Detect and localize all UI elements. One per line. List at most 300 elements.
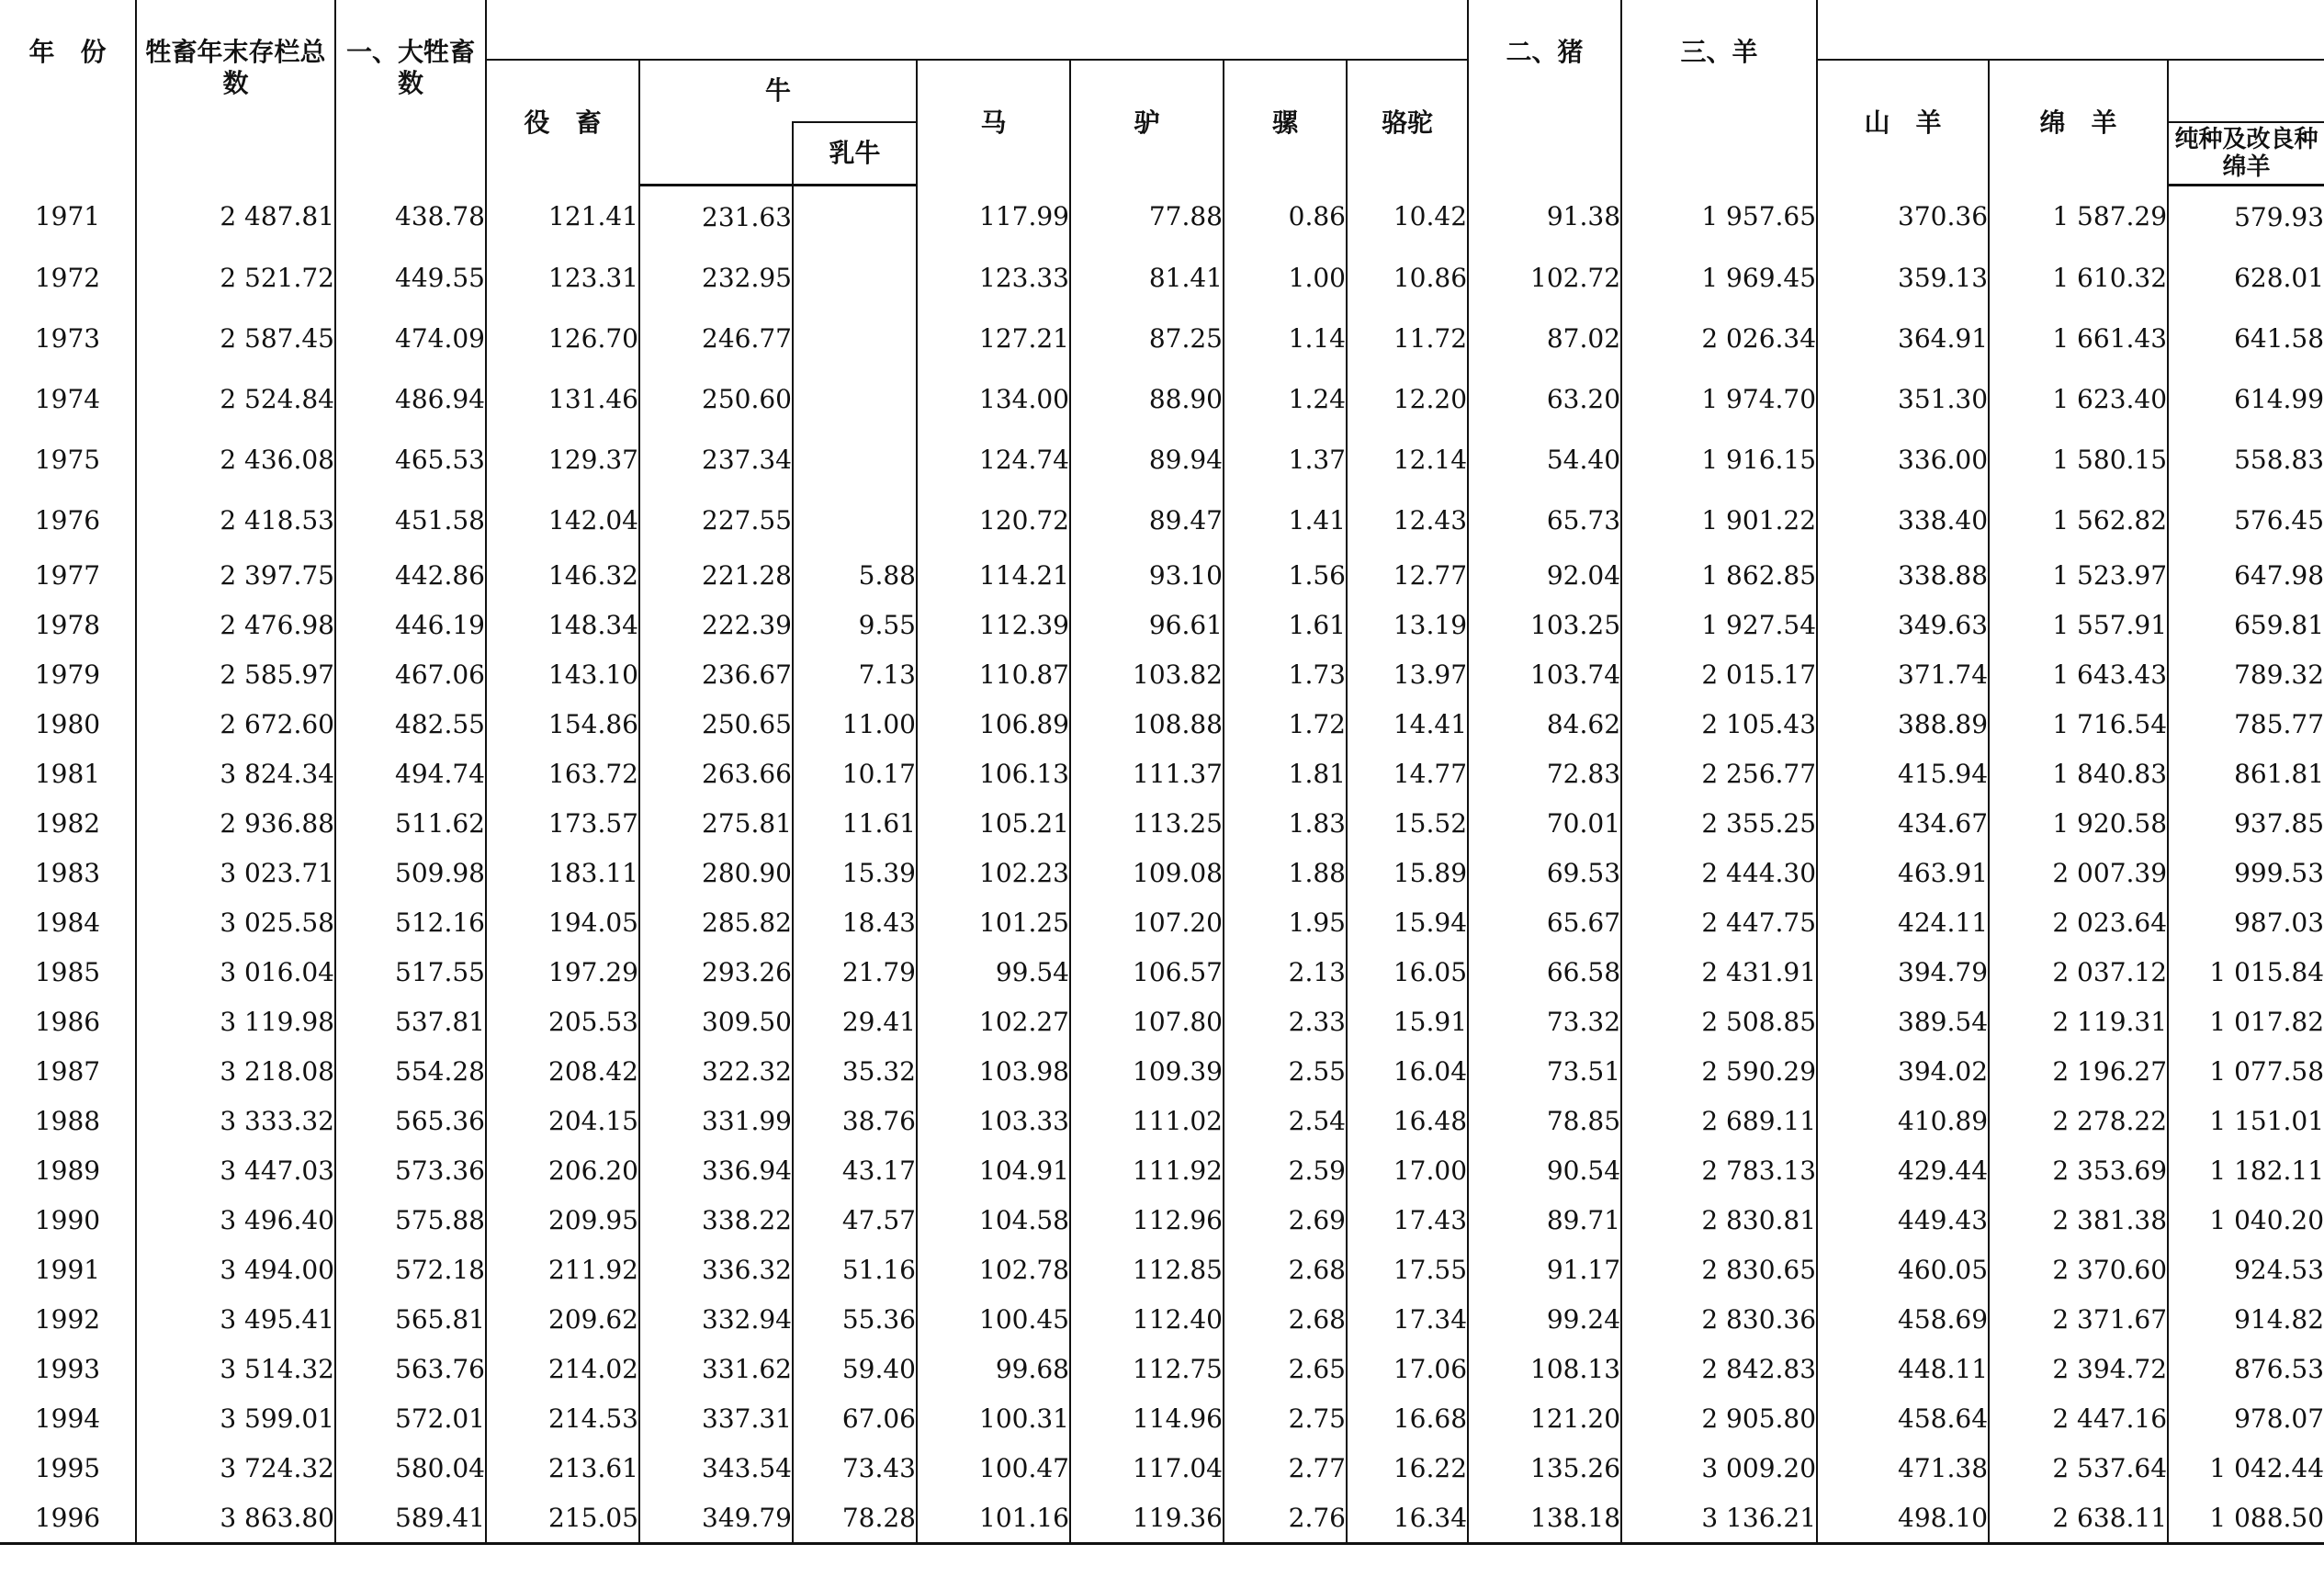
cell-sheep: 2 444.30 xyxy=(1621,848,1817,897)
cell-camel: 11.72 xyxy=(1347,308,1468,368)
table-row xyxy=(0,947,2324,997)
table-row xyxy=(0,186,2324,248)
cell-total: 3 119.98 xyxy=(136,997,335,1046)
cell-wool-sheep: 2 381.38 xyxy=(1989,1195,2168,1245)
cell-donkey: 93.10 xyxy=(1070,550,1224,600)
cell-dairy xyxy=(793,368,917,429)
cell-wool-sheep: 1 623.40 xyxy=(1989,368,2168,429)
cell-draft: 148.34 xyxy=(486,600,639,649)
cell-wool-sheep: 2 371.67 xyxy=(1989,1294,2168,1344)
cell-pig: 63.20 xyxy=(1468,368,1621,429)
cell-wool-sheep: 2 370.60 xyxy=(1989,1245,2168,1294)
cell-horse: 106.13 xyxy=(917,749,1070,798)
cell-cattle: 236.67 xyxy=(639,649,793,699)
cell-pig: 70.01 xyxy=(1468,798,1621,848)
cell-camel: 17.06 xyxy=(1347,1344,1468,1393)
cell-draft: 214.53 xyxy=(486,1393,639,1443)
cell-dairy: 73.43 xyxy=(793,1443,917,1493)
cell-year: 1986 xyxy=(0,997,136,1046)
cell-improved: 937.85 xyxy=(2168,798,2324,848)
cell-horse: 100.31 xyxy=(917,1393,1070,1443)
cell-cattle: 343.54 xyxy=(639,1443,793,1493)
cell-large-livestock: 563.76 xyxy=(335,1344,486,1393)
cell-donkey: 114.96 xyxy=(1070,1393,1224,1443)
cell-year: 1996 xyxy=(0,1493,136,1544)
cell-draft: 215.05 xyxy=(486,1493,639,1544)
cell-cattle: 336.32 xyxy=(639,1245,793,1294)
cell-pig: 103.25 xyxy=(1468,600,1621,649)
cell-pig: 65.67 xyxy=(1468,897,1621,947)
cell-camel: 16.05 xyxy=(1347,947,1468,997)
cell-total: 3 333.32 xyxy=(136,1096,335,1145)
cell-sheep: 1 969.45 xyxy=(1621,247,1817,308)
header-camel: 骆驼 xyxy=(1347,60,1468,186)
cell-goat: 458.64 xyxy=(1817,1393,1989,1443)
cell-sheep: 2 689.11 xyxy=(1621,1096,1817,1145)
cell-sheep: 1 927.54 xyxy=(1621,600,1817,649)
cell-mule: 2.77 xyxy=(1224,1443,1347,1493)
table-row xyxy=(0,1443,2324,1493)
cell-year: 1972 xyxy=(0,247,136,308)
cell-mule: 1.00 xyxy=(1224,247,1347,308)
table-row xyxy=(0,649,2324,699)
cell-year: 1981 xyxy=(0,749,136,798)
table-row xyxy=(0,699,2324,749)
cell-cattle: 227.55 xyxy=(639,490,793,550)
cell-mule: 2.68 xyxy=(1224,1245,1347,1294)
cell-improved: 978.07 xyxy=(2168,1393,2324,1443)
cell-year: 1992 xyxy=(0,1294,136,1344)
cell-horse: 134.00 xyxy=(917,368,1070,429)
cell-donkey: 108.88 xyxy=(1070,699,1224,749)
cell-year: 1985 xyxy=(0,947,136,997)
cell-year: 1984 xyxy=(0,897,136,947)
cell-donkey: 113.25 xyxy=(1070,798,1224,848)
table-row xyxy=(0,848,2324,897)
cell-large-livestock: 465.53 xyxy=(335,429,486,490)
cell-pig: 66.58 xyxy=(1468,947,1621,997)
cell-cattle: 232.95 xyxy=(639,247,793,308)
cell-draft: 197.29 xyxy=(486,947,639,997)
table-body xyxy=(0,186,2324,1544)
cell-mule: 1.37 xyxy=(1224,429,1347,490)
cell-large-livestock: 554.28 xyxy=(335,1046,486,1096)
cell-mule: 1.14 xyxy=(1224,308,1347,368)
cell-camel: 12.43 xyxy=(1347,490,1468,550)
table-row xyxy=(0,1344,2324,1393)
cell-draft: 213.61 xyxy=(486,1443,639,1493)
cell-pig: 91.38 xyxy=(1468,186,1621,248)
cell-improved: 1 015.84 xyxy=(2168,947,2324,997)
cell-pig: 89.71 xyxy=(1468,1195,1621,1245)
cell-total: 2 524.84 xyxy=(136,368,335,429)
cell-year: 1975 xyxy=(0,429,136,490)
cell-cattle: 246.77 xyxy=(639,308,793,368)
cell-pig: 99.24 xyxy=(1468,1294,1621,1344)
cell-improved: 647.98 xyxy=(2168,550,2324,600)
cell-large-livestock: 467.06 xyxy=(335,649,486,699)
cell-camel: 15.89 xyxy=(1347,848,1468,897)
cell-year: 1993 xyxy=(0,1344,136,1393)
cell-wool-sheep: 1 661.43 xyxy=(1989,308,2168,368)
cell-dairy: 78.28 xyxy=(793,1493,917,1544)
cell-goat: 338.40 xyxy=(1817,490,1989,550)
cell-large-livestock: 580.04 xyxy=(335,1443,486,1493)
cell-improved: 558.83 xyxy=(2168,429,2324,490)
header-large-blank xyxy=(486,0,1468,60)
cell-draft: 123.31 xyxy=(486,247,639,308)
cell-horse: 102.78 xyxy=(917,1245,1070,1294)
cell-sheep: 2 830.81 xyxy=(1621,1195,1817,1245)
cell-sheep: 2 105.43 xyxy=(1621,699,1817,749)
cell-improved: 576.45 xyxy=(2168,490,2324,550)
cell-total: 2 521.72 xyxy=(136,247,335,308)
cell-draft: 142.04 xyxy=(486,490,639,550)
cell-large-livestock: 511.62 xyxy=(335,798,486,848)
cell-draft: 209.62 xyxy=(486,1294,639,1344)
header-dairy: 乳牛 xyxy=(793,122,917,186)
cell-year: 1974 xyxy=(0,368,136,429)
cell-wool-sheep: 2 196.27 xyxy=(1989,1046,2168,1096)
cell-total: 2 585.97 xyxy=(136,649,335,699)
cell-mule: 2.55 xyxy=(1224,1046,1347,1096)
cell-goat: 388.89 xyxy=(1817,699,1989,749)
cell-sheep: 3 009.20 xyxy=(1621,1443,1817,1493)
cell-total: 3 218.08 xyxy=(136,1046,335,1096)
cell-camel: 13.19 xyxy=(1347,600,1468,649)
cell-total: 2 418.53 xyxy=(136,490,335,550)
cell-donkey: 107.80 xyxy=(1070,997,1224,1046)
cell-total: 3 496.40 xyxy=(136,1195,335,1245)
cell-large-livestock: 482.55 xyxy=(335,699,486,749)
cell-sheep: 2 830.65 xyxy=(1621,1245,1817,1294)
cell-goat: 389.54 xyxy=(1817,997,1989,1046)
table-row xyxy=(0,798,2324,848)
cell-year: 1973 xyxy=(0,308,136,368)
cell-camel: 12.14 xyxy=(1347,429,1468,490)
header-horse: 马 xyxy=(917,60,1070,186)
cell-pig: 103.74 xyxy=(1468,649,1621,699)
cell-donkey: 112.96 xyxy=(1070,1195,1224,1245)
cell-pig: 121.20 xyxy=(1468,1393,1621,1443)
table-row xyxy=(0,1145,2324,1195)
cell-horse: 106.89 xyxy=(917,699,1070,749)
cell-donkey: 89.94 xyxy=(1070,429,1224,490)
cell-wool-sheep: 2 638.11 xyxy=(1989,1493,2168,1544)
cell-mule: 2.76 xyxy=(1224,1493,1347,1544)
cell-camel: 15.94 xyxy=(1347,897,1468,947)
cell-pig: 84.62 xyxy=(1468,699,1621,749)
cell-mule: 2.13 xyxy=(1224,947,1347,997)
cell-total: 2 476.98 xyxy=(136,600,335,649)
cell-total: 3 863.80 xyxy=(136,1493,335,1544)
cell-camel: 10.42 xyxy=(1347,186,1468,248)
cell-cattle: 263.66 xyxy=(639,749,793,798)
cell-donkey: 111.37 xyxy=(1070,749,1224,798)
cell-large-livestock: 442.86 xyxy=(335,550,486,600)
cell-total: 3 494.00 xyxy=(136,1245,335,1294)
cell-total: 2 936.88 xyxy=(136,798,335,848)
cell-draft: 209.95 xyxy=(486,1195,639,1245)
cell-pig: 54.40 xyxy=(1468,429,1621,490)
cell-horse: 117.99 xyxy=(917,186,1070,248)
cell-sheep: 2 431.91 xyxy=(1621,947,1817,997)
cell-goat: 394.02 xyxy=(1817,1046,1989,1096)
cell-dairy: 10.17 xyxy=(793,749,917,798)
cell-total: 2 436.08 xyxy=(136,429,335,490)
header-year: 年 份 xyxy=(0,0,136,186)
table-row xyxy=(0,247,2324,308)
cell-dairy: 9.55 xyxy=(793,600,917,649)
cell-improved: 1 088.50 xyxy=(2168,1493,2324,1544)
cell-large-livestock: 575.88 xyxy=(335,1195,486,1245)
cell-total: 3 599.01 xyxy=(136,1393,335,1443)
cell-donkey: 88.90 xyxy=(1070,368,1224,429)
header-cattle: 牛 xyxy=(639,60,917,122)
cell-camel: 15.52 xyxy=(1347,798,1468,848)
cell-draft: 205.53 xyxy=(486,997,639,1046)
cell-cattle: 231.63 xyxy=(639,186,793,248)
cell-donkey: 87.25 xyxy=(1070,308,1224,368)
cell-donkey: 81.41 xyxy=(1070,247,1224,308)
cell-dairy xyxy=(793,490,917,550)
cell-donkey: 112.85 xyxy=(1070,1245,1224,1294)
cell-cattle: 309.50 xyxy=(639,997,793,1046)
cell-large-livestock: 572.01 xyxy=(335,1393,486,1443)
cell-camel: 16.34 xyxy=(1347,1493,1468,1544)
cell-camel: 12.20 xyxy=(1347,368,1468,429)
cell-large-livestock: 449.55 xyxy=(335,247,486,308)
cell-year: 1987 xyxy=(0,1046,136,1096)
cell-sheep: 1 974.70 xyxy=(1621,368,1817,429)
cell-goat: 415.94 xyxy=(1817,749,1989,798)
cell-mule: 2.69 xyxy=(1224,1195,1347,1245)
cell-camel: 14.77 xyxy=(1347,749,1468,798)
cell-goat: 371.74 xyxy=(1817,649,1989,699)
cell-goat: 449.43 xyxy=(1817,1195,1989,1245)
cell-pig: 135.26 xyxy=(1468,1443,1621,1493)
cell-pig: 108.13 xyxy=(1468,1344,1621,1393)
cell-wool-sheep: 1 557.91 xyxy=(1989,600,2168,649)
table-row xyxy=(0,1393,2324,1443)
table-row xyxy=(0,897,2324,947)
cell-improved: 659.81 xyxy=(2168,600,2324,649)
table-row xyxy=(0,1046,2324,1096)
cell-improved: 999.53 xyxy=(2168,848,2324,897)
cell-draft: 206.20 xyxy=(486,1145,639,1195)
cell-improved: 924.53 xyxy=(2168,1245,2324,1294)
table-row xyxy=(0,550,2324,600)
cell-improved: 614.99 xyxy=(2168,368,2324,429)
cell-improved: 641.58 xyxy=(2168,308,2324,368)
cell-dairy: 5.88 xyxy=(793,550,917,600)
cell-horse: 120.72 xyxy=(917,490,1070,550)
cell-mule: 1.83 xyxy=(1224,798,1347,848)
cell-horse: 104.91 xyxy=(917,1145,1070,1195)
cell-large-livestock: 537.81 xyxy=(335,997,486,1046)
cell-mule: 1.61 xyxy=(1224,600,1347,649)
cell-wool-sheep: 2 037.12 xyxy=(1989,947,2168,997)
cell-year: 1991 xyxy=(0,1245,136,1294)
cell-dairy: 47.57 xyxy=(793,1195,917,1245)
cell-improved: 876.53 xyxy=(2168,1344,2324,1393)
cell-camel: 17.34 xyxy=(1347,1294,1468,1344)
cell-wool-sheep: 2 278.22 xyxy=(1989,1096,2168,1145)
cell-sheep: 1 957.65 xyxy=(1621,186,1817,248)
cell-sheep: 2 355.25 xyxy=(1621,798,1817,848)
cell-horse: 102.23 xyxy=(917,848,1070,897)
header-total: 牲畜年末存栏总数 xyxy=(136,0,335,186)
cell-sheep: 1 916.15 xyxy=(1621,429,1817,490)
cell-mule: 2.65 xyxy=(1224,1344,1347,1393)
table-row xyxy=(0,600,2324,649)
cell-draft: 126.70 xyxy=(486,308,639,368)
cell-year: 1990 xyxy=(0,1195,136,1245)
cell-improved: 1 151.01 xyxy=(2168,1096,2324,1145)
cell-mule: 2.54 xyxy=(1224,1096,1347,1145)
cell-dairy: 59.40 xyxy=(793,1344,917,1393)
cell-total: 3 724.32 xyxy=(136,1443,335,1493)
cell-goat: 458.69 xyxy=(1817,1294,1989,1344)
cell-wool-sheep: 2 353.69 xyxy=(1989,1145,2168,1195)
cell-large-livestock: 494.74 xyxy=(335,749,486,798)
header-sheep: 三、羊 xyxy=(1621,0,1817,186)
header-pig: 二、猪 xyxy=(1468,0,1621,186)
cell-mule: 1.41 xyxy=(1224,490,1347,550)
cell-wool-sheep: 2 447.16 xyxy=(1989,1393,2168,1443)
cell-improved: 789.32 xyxy=(2168,649,2324,699)
table-row xyxy=(0,1294,2324,1344)
header-cattle-blank xyxy=(639,122,793,186)
cell-goat: 410.89 xyxy=(1817,1096,1989,1145)
cell-pig: 92.04 xyxy=(1468,550,1621,600)
cell-wool-sheep: 1 587.29 xyxy=(1989,186,2168,248)
cell-total: 3 023.71 xyxy=(136,848,335,897)
cell-donkey: 107.20 xyxy=(1070,897,1224,947)
cell-camel: 17.00 xyxy=(1347,1145,1468,1195)
cell-year: 1989 xyxy=(0,1145,136,1195)
cell-horse: 123.33 xyxy=(917,247,1070,308)
cell-total: 3 447.03 xyxy=(136,1145,335,1195)
cell-large-livestock: 589.41 xyxy=(335,1493,486,1544)
cell-year: 1977 xyxy=(0,550,136,600)
cell-goat: 460.05 xyxy=(1817,1245,1989,1294)
cell-donkey: 117.04 xyxy=(1070,1443,1224,1493)
cell-horse: 100.45 xyxy=(917,1294,1070,1344)
cell-improved: 861.81 xyxy=(2168,749,2324,798)
cell-sheep: 2 590.29 xyxy=(1621,1046,1817,1096)
cell-sheep: 2 015.17 xyxy=(1621,649,1817,699)
cell-mule: 2.33 xyxy=(1224,997,1347,1046)
cell-year: 1994 xyxy=(0,1393,136,1443)
cell-wool-sheep: 2 394.72 xyxy=(1989,1344,2168,1393)
cell-year: 1980 xyxy=(0,699,136,749)
cell-horse: 99.54 xyxy=(917,947,1070,997)
cell-large-livestock: 438.78 xyxy=(335,186,486,248)
cell-dairy xyxy=(793,186,917,248)
cell-sheep: 2 447.75 xyxy=(1621,897,1817,947)
cell-donkey: 89.47 xyxy=(1070,490,1224,550)
cell-mule: 1.24 xyxy=(1224,368,1347,429)
cell-donkey: 96.61 xyxy=(1070,600,1224,649)
cell-goat: 338.88 xyxy=(1817,550,1989,600)
cell-pig: 90.54 xyxy=(1468,1145,1621,1195)
cell-dairy: 38.76 xyxy=(793,1096,917,1145)
cell-draft: 214.02 xyxy=(486,1344,639,1393)
cell-improved: 1 017.82 xyxy=(2168,997,2324,1046)
cell-total: 3 025.58 xyxy=(136,897,335,947)
cell-large-livestock: 565.36 xyxy=(335,1096,486,1145)
cell-wool-sheep: 2 537.64 xyxy=(1989,1443,2168,1493)
cell-cattle: 331.62 xyxy=(639,1344,793,1393)
cell-donkey: 112.75 xyxy=(1070,1344,1224,1393)
cell-donkey: 112.40 xyxy=(1070,1294,1224,1344)
cell-cattle: 337.31 xyxy=(639,1393,793,1443)
cell-large-livestock: 565.81 xyxy=(335,1294,486,1344)
cell-sheep: 1 901.22 xyxy=(1621,490,1817,550)
cell-cattle: 237.34 xyxy=(639,429,793,490)
cell-year: 1983 xyxy=(0,848,136,897)
cell-camel: 17.55 xyxy=(1347,1245,1468,1294)
cell-improved: 579.93 xyxy=(2168,186,2324,248)
cell-sheep: 2 256.77 xyxy=(1621,749,1817,798)
cell-mule: 2.68 xyxy=(1224,1294,1347,1344)
header-draft: 役 畜 xyxy=(486,60,639,186)
cell-large-livestock: 474.09 xyxy=(335,308,486,368)
cell-wool-sheep: 2 007.39 xyxy=(1989,848,2168,897)
table-row xyxy=(0,429,2324,490)
cell-cattle: 293.26 xyxy=(639,947,793,997)
cell-year: 1978 xyxy=(0,600,136,649)
cell-draft: 129.37 xyxy=(486,429,639,490)
cell-dairy: 55.36 xyxy=(793,1294,917,1344)
header-improved: 纯种及改良种绵羊 xyxy=(2168,122,2324,186)
cell-camel: 14.41 xyxy=(1347,699,1468,749)
cell-goat: 351.30 xyxy=(1817,368,1989,429)
cell-horse: 124.74 xyxy=(917,429,1070,490)
cell-pig: 78.85 xyxy=(1468,1096,1621,1145)
cell-horse: 104.58 xyxy=(917,1195,1070,1245)
cell-pig: 73.32 xyxy=(1468,997,1621,1046)
cell-sheep: 2 508.85 xyxy=(1621,997,1817,1046)
cell-year: 1982 xyxy=(0,798,136,848)
cell-dairy xyxy=(793,247,917,308)
cell-dairy: 67.06 xyxy=(793,1393,917,1443)
table-row xyxy=(0,308,2324,368)
cell-goat: 364.91 xyxy=(1817,308,1989,368)
cell-camel: 17.43 xyxy=(1347,1195,1468,1245)
cell-pig: 102.72 xyxy=(1468,247,1621,308)
cell-horse: 101.25 xyxy=(917,897,1070,947)
table-row xyxy=(0,368,2324,429)
cell-camel: 13.97 xyxy=(1347,649,1468,699)
cell-camel: 12.77 xyxy=(1347,550,1468,600)
cell-goat: 349.63 xyxy=(1817,600,1989,649)
cell-year: 1976 xyxy=(0,490,136,550)
table-row xyxy=(0,1245,2324,1294)
cell-large-livestock: 572.18 xyxy=(335,1245,486,1294)
cell-horse: 110.87 xyxy=(917,649,1070,699)
cell-camel: 10.86 xyxy=(1347,247,1468,308)
cell-camel: 16.68 xyxy=(1347,1393,1468,1443)
header-donkey: 驴 xyxy=(1070,60,1224,186)
cell-pig: 69.53 xyxy=(1468,848,1621,897)
cell-goat: 448.11 xyxy=(1817,1344,1989,1393)
cell-improved: 1 077.58 xyxy=(2168,1046,2324,1096)
cell-horse: 105.21 xyxy=(917,798,1070,848)
cell-goat: 359.13 xyxy=(1817,247,1989,308)
cell-cattle: 322.32 xyxy=(639,1046,793,1096)
